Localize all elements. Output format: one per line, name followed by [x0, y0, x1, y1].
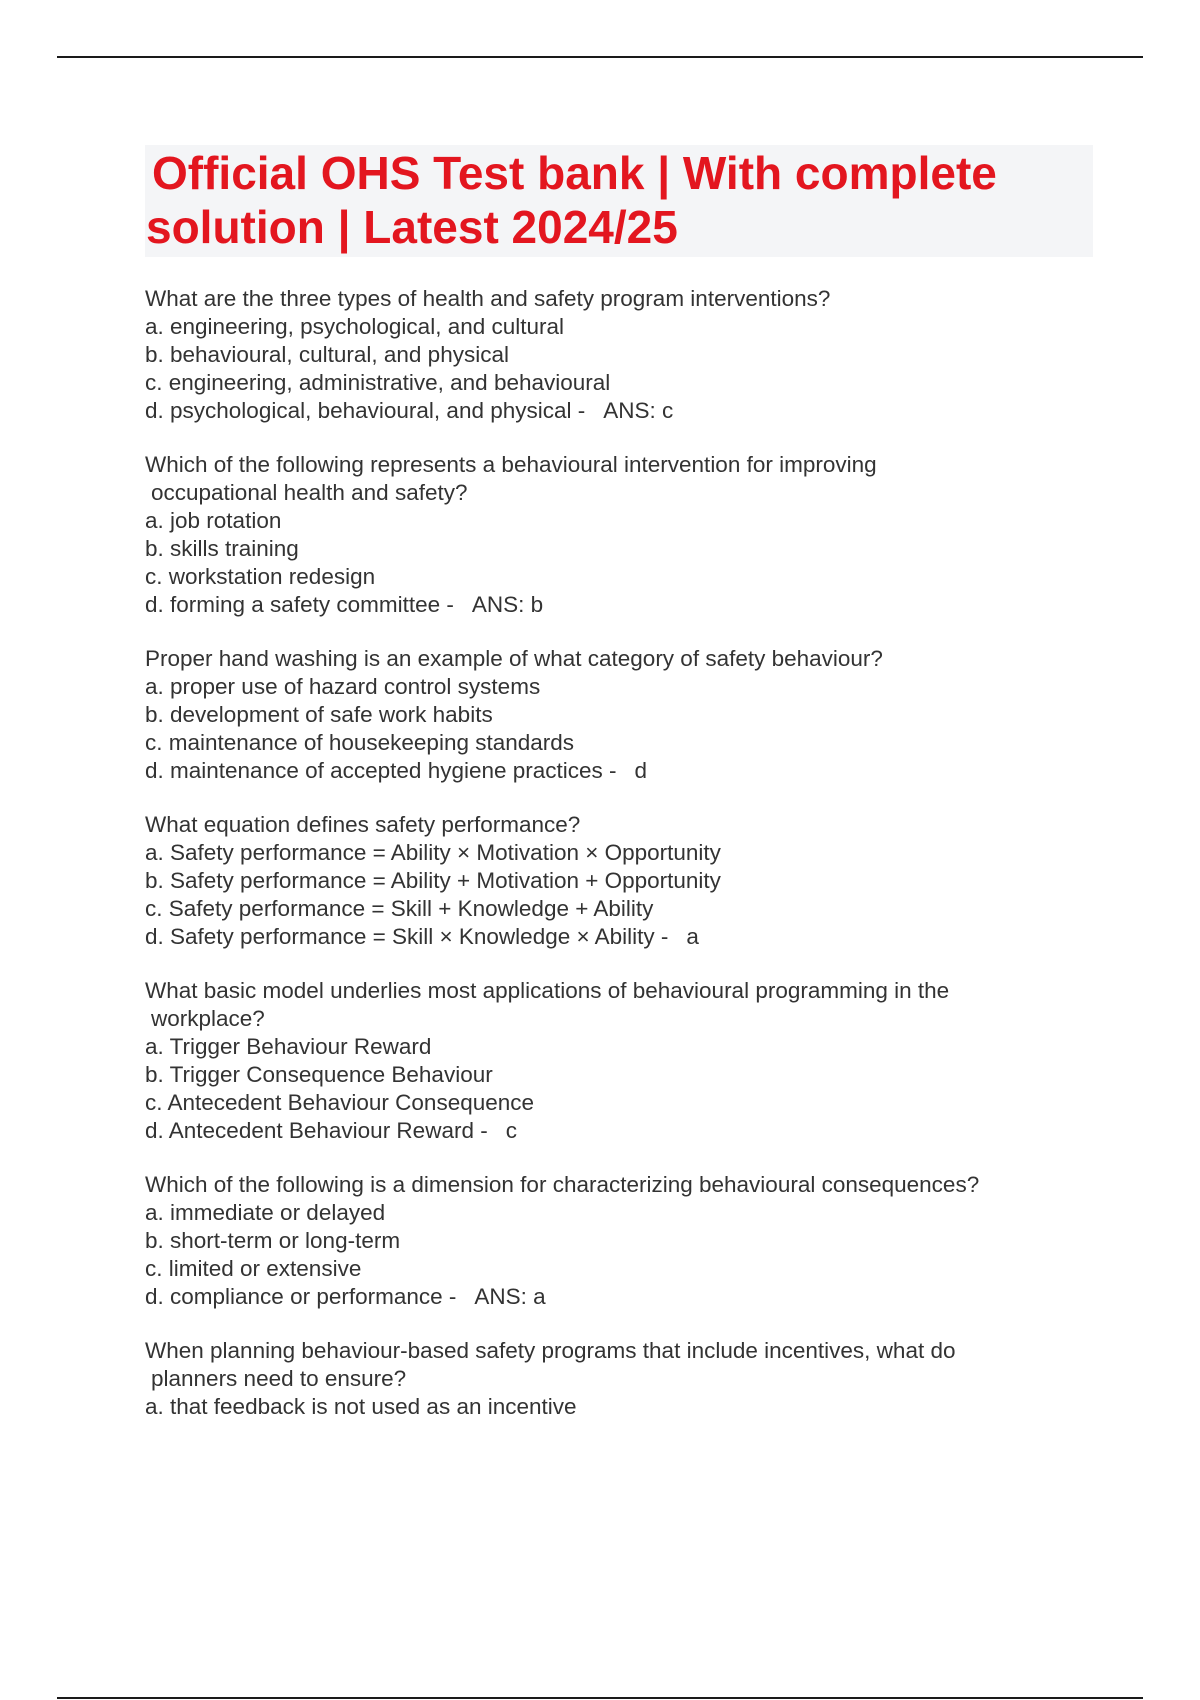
- answer-option-with-key: [145, 757, 1105, 785]
- answer-option: a. job rotation: [145, 508, 282, 533]
- bottom-rule: [57, 1697, 1143, 1699]
- answer-key: d: [634, 758, 648, 783]
- question-block: [145, 645, 1105, 785]
- answer-option-with-key: [145, 397, 1105, 425]
- answer-option: d. Antecedent Behaviour Reward -: [145, 1118, 488, 1143]
- answer-option: b. Trigger Consequence Behaviour: [145, 1062, 493, 1087]
- answer-option: a. proper use of hazard control systems: [145, 674, 541, 699]
- answer-key: ANS: b: [471, 592, 544, 617]
- answer-option: a. Trigger Behaviour Reward: [145, 1034, 432, 1059]
- answer-option: b. short-term or long-term: [145, 1228, 401, 1253]
- answer-key: ANS: c: [603, 398, 674, 423]
- question-block: [145, 285, 1105, 425]
- question-text: What equation defines safety performance?: [145, 812, 581, 837]
- answer-option: d. forming a safety committee -: [145, 592, 454, 617]
- answer-option: b. development of safe work habits: [145, 702, 493, 727]
- question-text: When planning behaviour-based safety programs that include incentives, what do: [145, 1338, 956, 1363]
- answer-option: b. Safety performance = Ability + Motivation + Opportunity: [145, 868, 721, 893]
- answer-key: c: [505, 1118, 517, 1143]
- question-block: [145, 451, 1105, 619]
- answer-option: a. immediate or delayed: [145, 1200, 386, 1225]
- question-block: [145, 811, 1105, 951]
- answer-option: d. maintenance of accepted hygiene practices -: [145, 758, 617, 783]
- question-block: [145, 1171, 1105, 1311]
- answer-option-with-key: [145, 591, 1105, 619]
- answer-key: ANS: a: [474, 1284, 546, 1309]
- answer-option: b. skills training: [145, 536, 299, 561]
- answer-option-with-key: [145, 1283, 1105, 1311]
- question-block: [145, 977, 1105, 1145]
- answer-option: c. Antecedent Behaviour Consequence: [145, 1090, 535, 1115]
- question-block: [145, 1337, 1105, 1421]
- question-text: planners need to ensure?: [151, 1366, 407, 1391]
- answer-option: c. Safety performance = Skill + Knowledge + Ability: [145, 896, 654, 921]
- answer-key: a: [686, 924, 699, 949]
- answer-option: c. engineering, administrative, and behavioural: [145, 370, 611, 395]
- answer-option: a. that feedback is not used as an incentive: [145, 1394, 577, 1419]
- answer-option: d. Safety performance = Skill × Knowledge × Ability -: [145, 924, 669, 949]
- answer-option: c. workstation redesign: [145, 564, 376, 589]
- document-title-line-1: Official OHS Test bank | With complete: [152, 147, 997, 199]
- answer-option: b. behavioural, cultural, and physical: [145, 342, 509, 367]
- answer-option: a. Safety performance = Ability × Motivation × Opportunity: [145, 840, 721, 865]
- question-text: Which of the following represents a behavioural intervention for improving: [145, 452, 877, 477]
- answer-option: c. maintenance of housekeeping standards: [145, 730, 575, 755]
- question-text: What are the three types of health and safety program interventions?: [145, 286, 831, 311]
- answer-option-with-key: [145, 923, 1105, 951]
- question-list: [145, 285, 1105, 1447]
- question-text: Proper hand washing is an example of what category of safety behaviour?: [145, 646, 883, 671]
- answer-option: d. psychological, behavioural, and physical -: [145, 398, 586, 423]
- answer-option-with-key: [145, 1117, 1105, 1145]
- answer-option: c. limited or extensive: [145, 1256, 362, 1281]
- question-text: workplace?: [151, 1006, 265, 1031]
- top-rule: [57, 56, 1143, 58]
- question-text: Which of the following is a dimension for characterizing behavioural consequences?: [145, 1172, 980, 1197]
- answer-option: a. engineering, psychological, and cultural: [145, 314, 565, 339]
- document-title-line-2: solution | Latest 2024/25: [146, 201, 678, 253]
- answer-option: d. compliance or performance -: [145, 1284, 457, 1309]
- question-text: What basic model underlies most applications of behavioural programming in the: [145, 978, 950, 1003]
- question-text: occupational health and safety?: [151, 480, 468, 505]
